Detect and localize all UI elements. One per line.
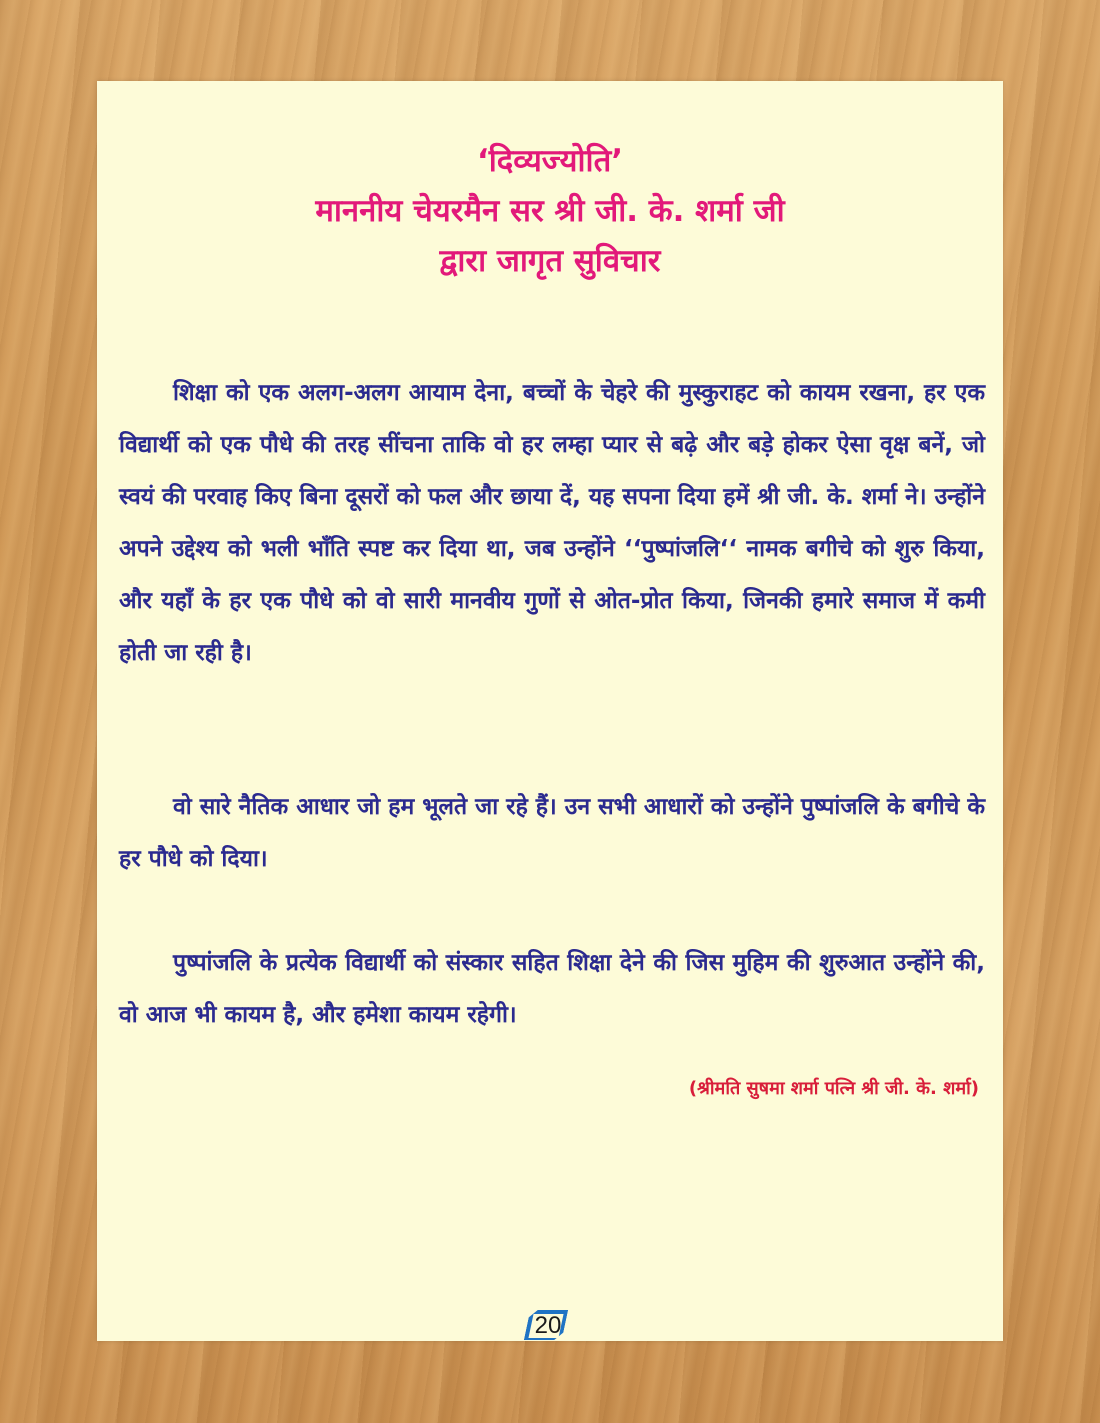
title-line-1: ‘दिव्यज्योति’ [476,143,624,179]
page-number: 20 [534,1312,562,1339]
title-line-3: द्वारा जागृत सुविचार [439,243,661,279]
title-line-2: माननीय चेयरमैन सर श्री जी. के. शर्मा जी [315,193,785,229]
paragraph-2: वो सारे नैतिक आधार जो हम भूलते जा रहे हैं। उन सभी आधारों को उन्होंने पुष्पांजलि के बगीचे के हर पौधे को दिया। [119,794,985,872]
signature: (श्रीमति सुषमा शर्मा पत्नि श्री जी. के. शर्मा) [688,1078,979,1099]
title-block [97,136,1003,286]
page-number-badge [523,1306,573,1346]
paragraph-1: शिक्षा को एक अलग-अलग आयाम देना, बच्चों के चेहरे की मुस्कुराहट को कायम रखना, हर एक विद्यार्थी को एक पौधे की तरह सींचना ताकि वो हर लम्हा प्यार से बढ़े और बड़े होकर ऐसा वृक्ष बनें, जो स्वयं की परवाह किए बिना दूसरों को फल और छाया दें, यह सपना दिया हमें श्री जी. के. शर्मा ने। उन्होंने अपने उद्देश्य को भली भाँति स्पष्ट कर दिया था, जब उन्होंने ‘‘पुष्पांजलि‘‘ नामक बगीचे को शुरु किया, और यहाँ के हर एक पौधे को वो सारी मानवीय गुणों से ओत-प्रोत किया, जिनकी हमारे समाज में कमी होती जा रही है। [119,380,985,666]
page-sheet [97,81,1003,1341]
paragraph-3: पुष्पांजलि के प्रत्येक विद्यार्थी को संस्कार सहित शिक्षा देने की जिस मुहिम की शुरुआत उन्होंने की, वो आज भी कायम है, और हमेशा कायम रहेगी। [119,950,985,1028]
